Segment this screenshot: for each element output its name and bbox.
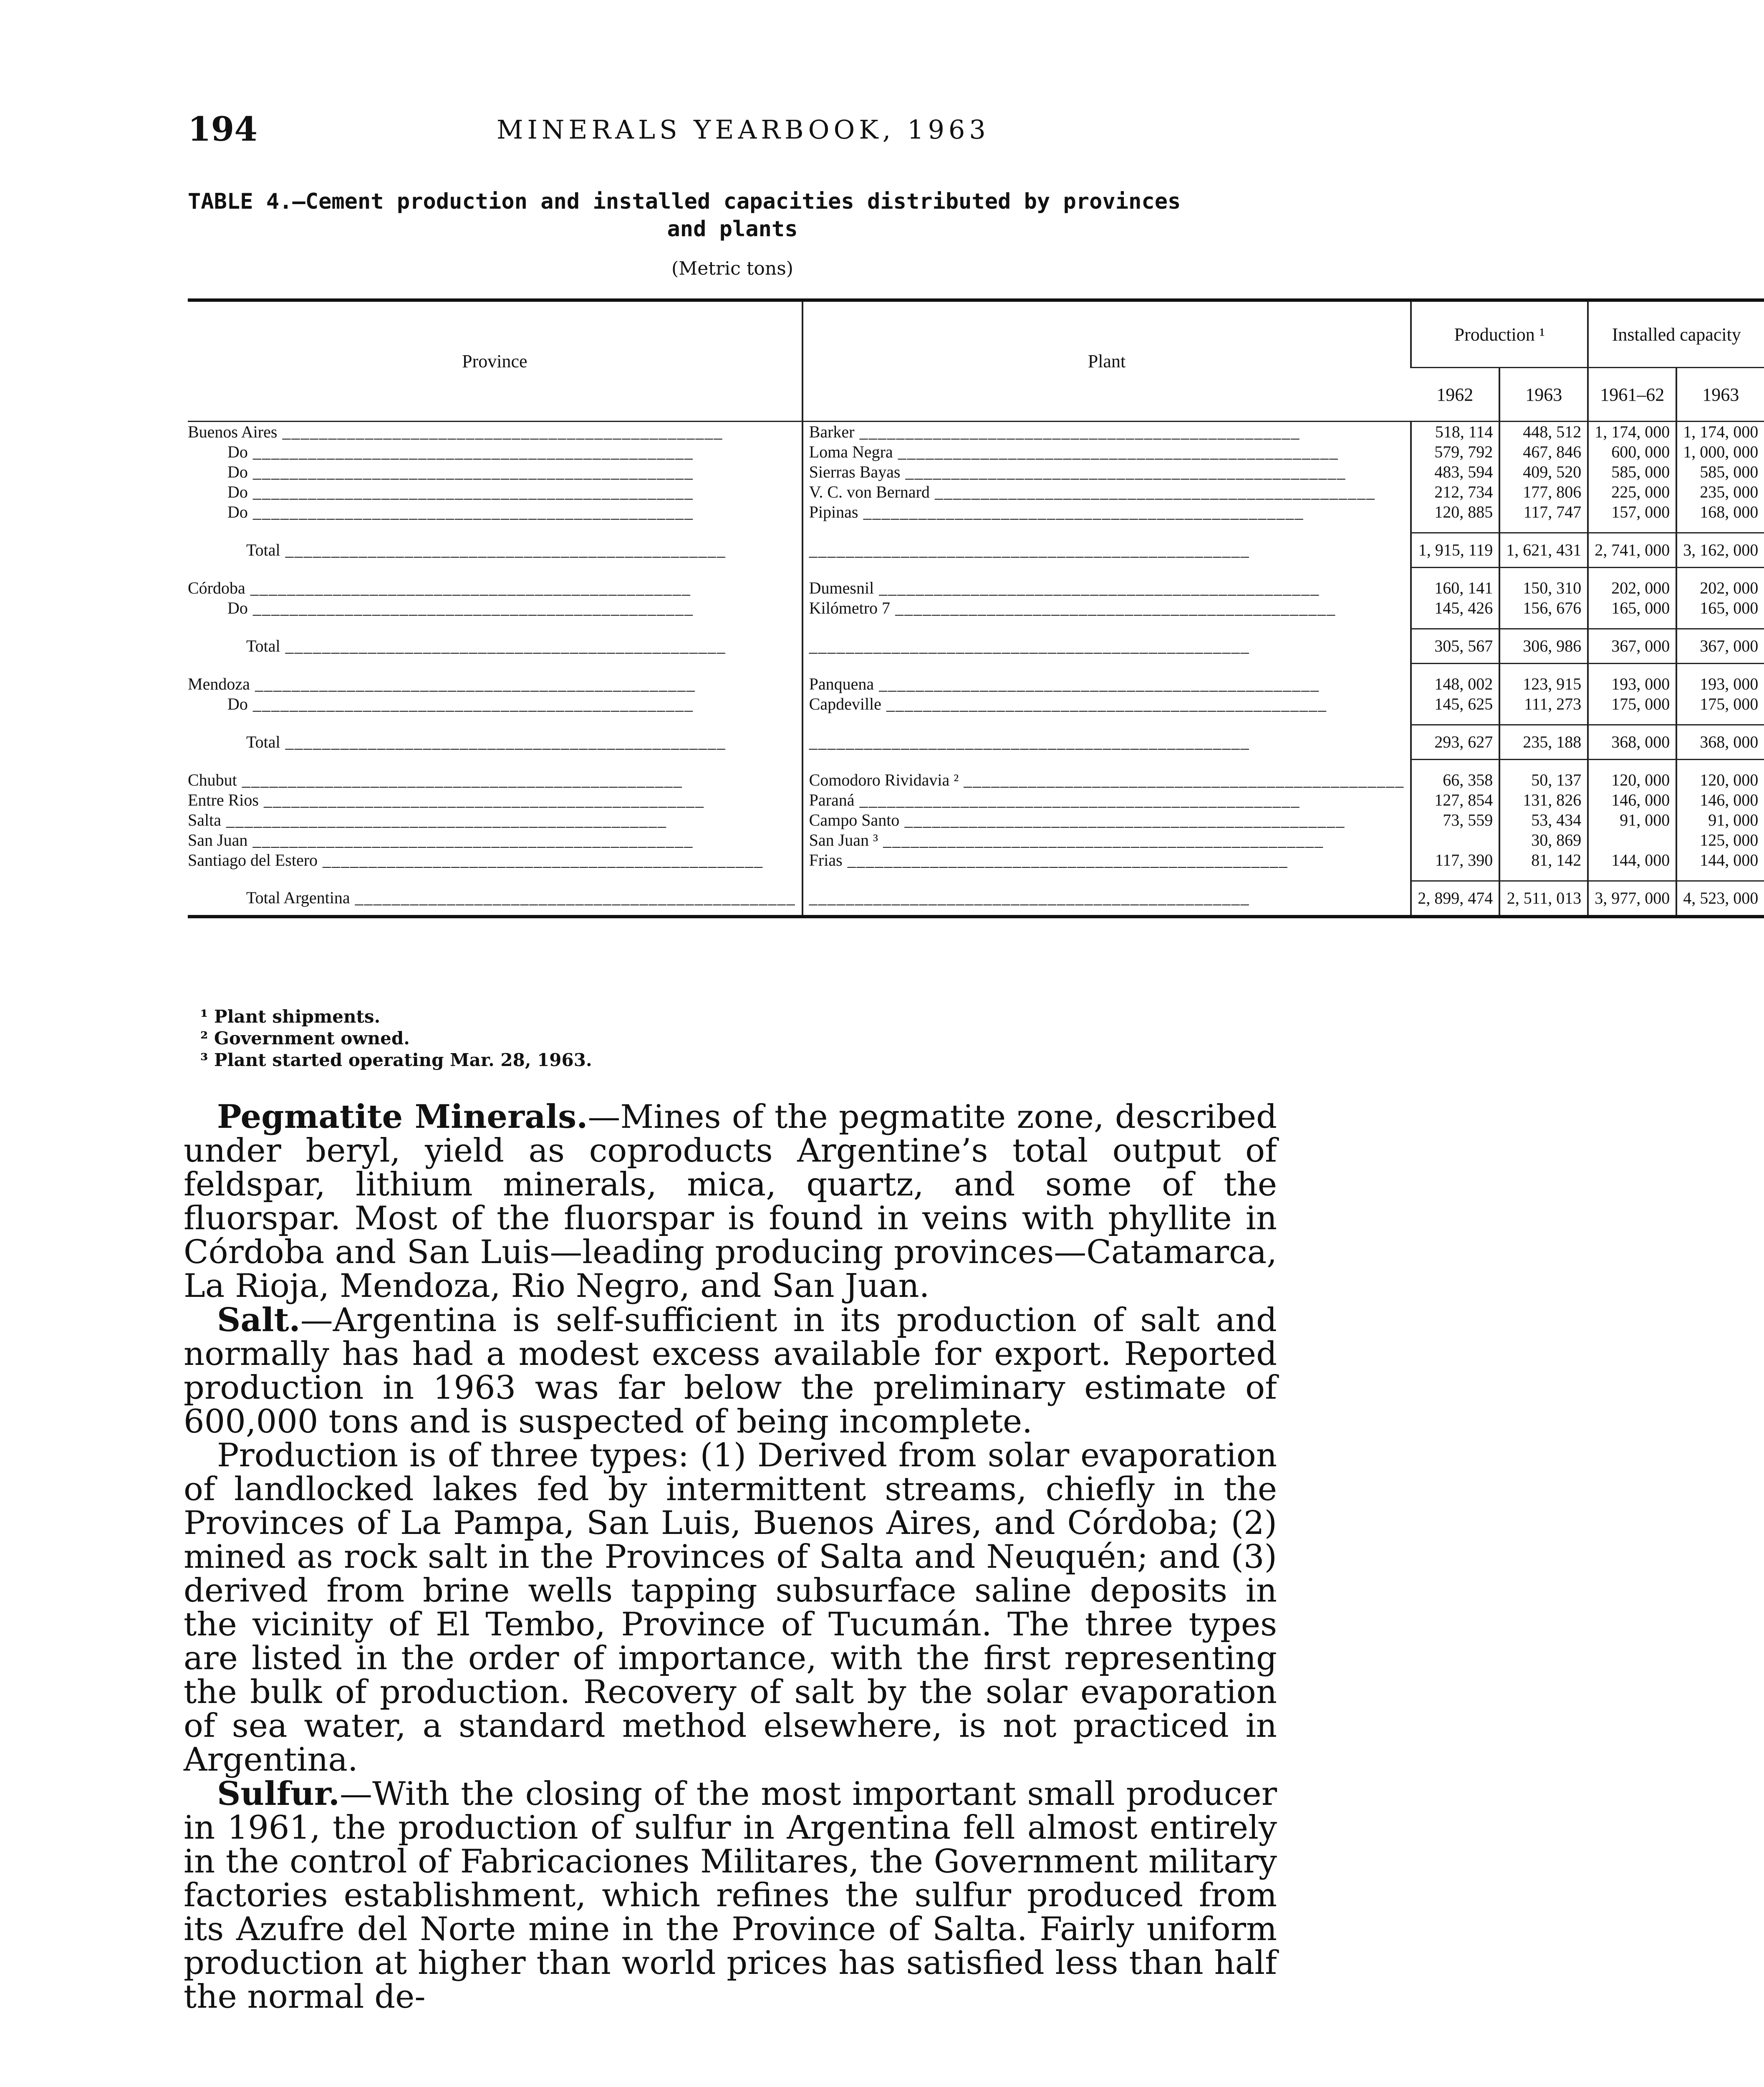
cell-capacity-1963: 235, 000: [1676, 482, 1764, 502]
paragraph-pegmatite: Pegmatite Minerals.—Mines of the pegmatite zone, described under beryl, yield as coproducts Argentine’s total output of feldspar, lithium minerals, mica, quartz, and some of the fluorspar. Most of the fluorspar is found in veins with phyllite in Córdoba and San Luis—leading producing provinces—Catamarca, La Rioja, Mendoza, Rio Negro, and San Juan.: [184, 1098, 1277, 1305]
header-capacity-1963: 1963: [1676, 368, 1764, 422]
cell-production-1963: 111, 273: [1499, 694, 1588, 714]
cell-capacity-1961-62: 91, 000: [1588, 810, 1676, 830]
header-production: Production ¹: [1411, 300, 1588, 368]
cell-capacity-1963: 585, 000: [1676, 462, 1764, 482]
cell-plant: Pipinas _____: [803, 502, 1411, 522]
spacer-row: [188, 618, 1764, 629]
cell-plant: Sierras Bayas _____: [803, 462, 1411, 482]
cell-plant: Dumesnil _____: [803, 578, 1411, 598]
cell-production-1963: 235, 188: [1499, 725, 1588, 760]
cell-production-1962: 66, 358: [1411, 770, 1499, 790]
cell-capacity-1961-62: 600, 000: [1588, 442, 1676, 462]
cell-province: Total _____: [188, 533, 803, 568]
cell-production-1963: 2, 511, 013: [1499, 881, 1588, 917]
cell-province: Total _____: [188, 629, 803, 664]
cell-plant: Panquena _____: [803, 674, 1411, 694]
cell-production-1963: 53, 434: [1499, 810, 1588, 830]
spacer-row: [188, 714, 1764, 725]
table-total-row: [188, 533, 1764, 568]
cell-production-1962: 2, 899, 474: [1411, 881, 1499, 917]
cell-production-1963: 156, 676: [1499, 598, 1588, 618]
paragraph-salt-production: Production is of three types: (1) Derived from solar evaporation of landlocked lakes fed by intermittent streams, chiefly in the Provinces of La Pampa, San Luis, Buenos Aires, and Córdoba; (2) mined as rock salt in the Provinces of Salta and Neuquén; and (3) derived from brine wells tapping subsurface saline deposits in the vicinity of El Tembo, Province of Tucumán. The three types are listed in the order of importance, with the first representing the bulk of production. Recovery of salt by the solar evaporation of sea water, a standard method elsewhere, is not practiced in Argentina.: [184, 1437, 1277, 1779]
cell-capacity-1961-62: 157, 000: [1588, 502, 1676, 522]
spacer-row: [188, 522, 1764, 533]
cell-production-1962: 518, 114: [1411, 422, 1499, 442]
cell-province: Córdoba _____: [188, 578, 803, 598]
table-row: [188, 482, 1764, 502]
cell-production-1963: 467, 846: [1499, 442, 1588, 462]
cell-production-1963: 150, 310: [1499, 578, 1588, 598]
cell-plant: Barker _____: [803, 422, 1411, 442]
cell-capacity-1961-62: 120, 000: [1588, 770, 1676, 790]
cell-province: Total _____: [188, 725, 803, 760]
table-total-row: [188, 629, 1764, 664]
table-row: [188, 694, 1764, 714]
cell-production-1962: 148, 002: [1411, 674, 1499, 694]
cell-plant: V. C. von Bernard _____: [803, 482, 1411, 502]
cell-province: Entre Rios _____: [188, 790, 803, 810]
cell-production-1962: 579, 792: [1411, 442, 1499, 462]
body-text: [184, 1100, 1277, 2014]
cell-province: Do _____: [188, 482, 803, 502]
footnote-3: ³ Plant started operating Mar. 28, 1963.: [200, 1050, 592, 1070]
cell-capacity-1961-62: 585, 000: [1588, 462, 1676, 482]
table-title: [188, 188, 1277, 243]
cell-plant: Loma Negra _____: [803, 442, 1411, 462]
cell-production-1962: 145, 625: [1411, 694, 1499, 714]
cell-production-1963: 117, 747: [1499, 502, 1588, 522]
cell-capacity-1963: 1, 000, 000: [1676, 442, 1764, 462]
table-total-row: [188, 881, 1764, 917]
header-capacity-1961-62: 1961–62: [1588, 368, 1676, 422]
cell-capacity-1963: 368, 000: [1676, 725, 1764, 760]
heading-sulfur: Sulfur.: [217, 1775, 340, 1813]
table-row: [188, 810, 1764, 830]
cell-production-1962: 127, 854: [1411, 790, 1499, 810]
header-plant: Plant: [803, 300, 1411, 422]
cell-province: Do _____: [188, 442, 803, 462]
footnote-2: ² Government owned.: [200, 1028, 410, 1049]
cell-production-1963: 177, 806: [1499, 482, 1588, 502]
cell-capacity-1963: 193, 000: [1676, 674, 1764, 694]
cell-capacity-1961-62: 2, 741, 000: [1588, 533, 1676, 568]
cell-capacity-1961-62: 193, 000: [1588, 674, 1676, 694]
cell-capacity-1961-62: 202, 000: [1588, 578, 1676, 598]
cell-capacity-1963: 3, 162, 000: [1676, 533, 1764, 568]
cell-capacity-1961-62: 367, 000: [1588, 629, 1676, 664]
cell-capacity-1963: 144, 000: [1676, 850, 1764, 870]
cell-capacity-1961-62: 368, 000: [1588, 725, 1676, 760]
cell-province: Do _____: [188, 598, 803, 618]
cell-capacity-1961-62: 225, 000: [1588, 482, 1676, 502]
cell-production-1963: 409, 520: [1499, 462, 1588, 482]
page-header: [188, 109, 1277, 147]
cement-table: [188, 298, 1764, 918]
cell-production-1962: 145, 426: [1411, 598, 1499, 618]
cell-production-1962: 305, 567: [1411, 629, 1499, 664]
spacer-row: [188, 870, 1764, 881]
cell-plant: San Juan ³ _____: [803, 830, 1411, 850]
cell-capacity-1963: 202, 000: [1676, 578, 1764, 598]
cell-capacity-1963: 1, 174, 000: [1676, 422, 1764, 442]
table-row: [188, 578, 1764, 598]
cell-capacity-1963: 125, 000: [1676, 830, 1764, 850]
cell-plant: [803, 533, 1411, 568]
spacer-row: [188, 760, 1764, 771]
running-title: MINERALS YEARBOOK, 1963: [497, 114, 990, 145]
spacer-row: [188, 664, 1764, 675]
cell-province: Do _____: [188, 694, 803, 714]
cell-production-1963: 448, 512: [1499, 422, 1588, 442]
cell-production-1962: 293, 627: [1411, 725, 1499, 760]
cell-production-1963: 123, 915: [1499, 674, 1588, 694]
header-province: Province: [188, 300, 803, 422]
cell-province: Do _____: [188, 462, 803, 482]
cell-production-1963: 30, 869: [1499, 830, 1588, 850]
cell-production-1962: 120, 885: [1411, 502, 1499, 522]
cell-capacity-1961-62: 1, 174, 000: [1588, 422, 1676, 442]
cell-production-1962: 212, 734: [1411, 482, 1499, 502]
table-row: [188, 442, 1764, 462]
cell-plant: Campo Santo _____: [803, 810, 1411, 830]
cell-province: San Juan _____: [188, 830, 803, 850]
cell-production-1963: 131, 826: [1499, 790, 1588, 810]
cell-capacity-1963: 168, 000: [1676, 502, 1764, 522]
paragraph-salt: Salt.—Argentina is self-sufficient in its production of salt and normally has had a modest excess available for export. Reported production in 1963 was far below the preliminary estimate of 600,000 tons and is suspected of being incomplete.: [184, 1301, 1277, 1440]
cell-province: Total Argentina _____: [188, 881, 803, 917]
cell-capacity-1963: 4, 523, 000: [1676, 881, 1764, 917]
cell-province: Buenos Aires _____: [188, 422, 803, 442]
table-body: [188, 422, 1764, 917]
table-row: [188, 770, 1764, 790]
table-row: [188, 830, 1764, 850]
cell-province: Salta _____: [188, 810, 803, 830]
cell-plant: [803, 629, 1411, 664]
cell-capacity-1961-62: 3, 977, 000: [1588, 881, 1676, 917]
cell-province: Santiago del Estero _____: [188, 850, 803, 870]
cell-plant: Comodoro Rividavia ² _____: [803, 770, 1411, 790]
cell-production-1962: 1, 915, 119: [1411, 533, 1499, 568]
cell-capacity-1961-62: 146, 000: [1588, 790, 1676, 810]
table-unit: (Metric tons): [671, 258, 793, 279]
table-row: [188, 790, 1764, 810]
heading-salt: Salt.: [217, 1301, 300, 1339]
cell-capacity-1963: 120, 000: [1676, 770, 1764, 790]
table-title-line-1: TABLE 4.—Cement production and installed capacities distributed by provinces: [188, 189, 1181, 214]
cell-capacity-1961-62: 175, 000: [1588, 694, 1676, 714]
cell-production-1963: 1, 621, 431: [1499, 533, 1588, 568]
cell-plant: [803, 881, 1411, 917]
cell-production-1963: 306, 986: [1499, 629, 1588, 664]
table-total-row: [188, 725, 1764, 760]
cell-capacity-1963: 175, 000: [1676, 694, 1764, 714]
cell-capacity-1961-62: 144, 000: [1588, 850, 1676, 870]
header-production-1962: 1962: [1411, 368, 1499, 422]
cell-capacity-1963: 146, 000: [1676, 790, 1764, 810]
page-number: 194: [188, 109, 257, 149]
table-row: [188, 422, 1764, 442]
cell-capacity-1963: 367, 000: [1676, 629, 1764, 664]
cell-production-1962: 483, 594: [1411, 462, 1499, 482]
header-production-1963: 1963: [1499, 368, 1588, 422]
cell-plant: Paraná _____: [803, 790, 1411, 810]
spacer-row: [188, 568, 1764, 579]
table-row: [188, 502, 1764, 522]
table-title-line-2: and plants: [667, 217, 798, 242]
cell-province: Do _____: [188, 502, 803, 522]
cell-capacity-1963: 165, 000: [1676, 598, 1764, 618]
cell-production-1963: 50, 137: [1499, 770, 1588, 790]
cell-plant: Frias _____: [803, 850, 1411, 870]
cell-production-1962: [1411, 830, 1499, 850]
heading-pegmatite: Pegmatite Minerals.: [217, 1098, 588, 1136]
footnote-1: ¹ Plant shipments.: [200, 1006, 381, 1027]
cell-province: Chubut _____: [188, 770, 803, 790]
cell-plant: [803, 725, 1411, 760]
paragraph-sulfur: Sulfur.—With the closing of the most important small producer in 1961, the production of sulfur in Argentina fell almost entirely in the control of Fabricaciones Militares, the Government military factories establishment, which refines the sulfur produced from its Azufre del Norte mine in the Province of Salta. Fairly uniform production at higher than world prices has satisfied less than half the normal de-: [184, 1775, 1277, 2016]
table-footnotes: [200, 1006, 592, 1071]
cell-production-1962: 73, 559: [1411, 810, 1499, 830]
cell-production-1962: 117, 390: [1411, 850, 1499, 870]
cell-capacity-1961-62: 165, 000: [1588, 598, 1676, 618]
cell-capacity-1963: 91, 000: [1676, 810, 1764, 830]
header-installed-capacity: Installed capacity: [1588, 300, 1764, 368]
cell-capacity-1961-62: [1588, 830, 1676, 850]
cell-plant: Kilómetro 7 _____: [803, 598, 1411, 618]
cell-province: Mendoza _____: [188, 674, 803, 694]
cell-production-1962: 160, 141: [1411, 578, 1499, 598]
table-row: [188, 850, 1764, 870]
cell-plant: Capdeville _____: [803, 694, 1411, 714]
table-row: [188, 462, 1764, 482]
table-row: [188, 674, 1764, 694]
table-row: [188, 598, 1764, 618]
cell-production-1963: 81, 142: [1499, 850, 1588, 870]
